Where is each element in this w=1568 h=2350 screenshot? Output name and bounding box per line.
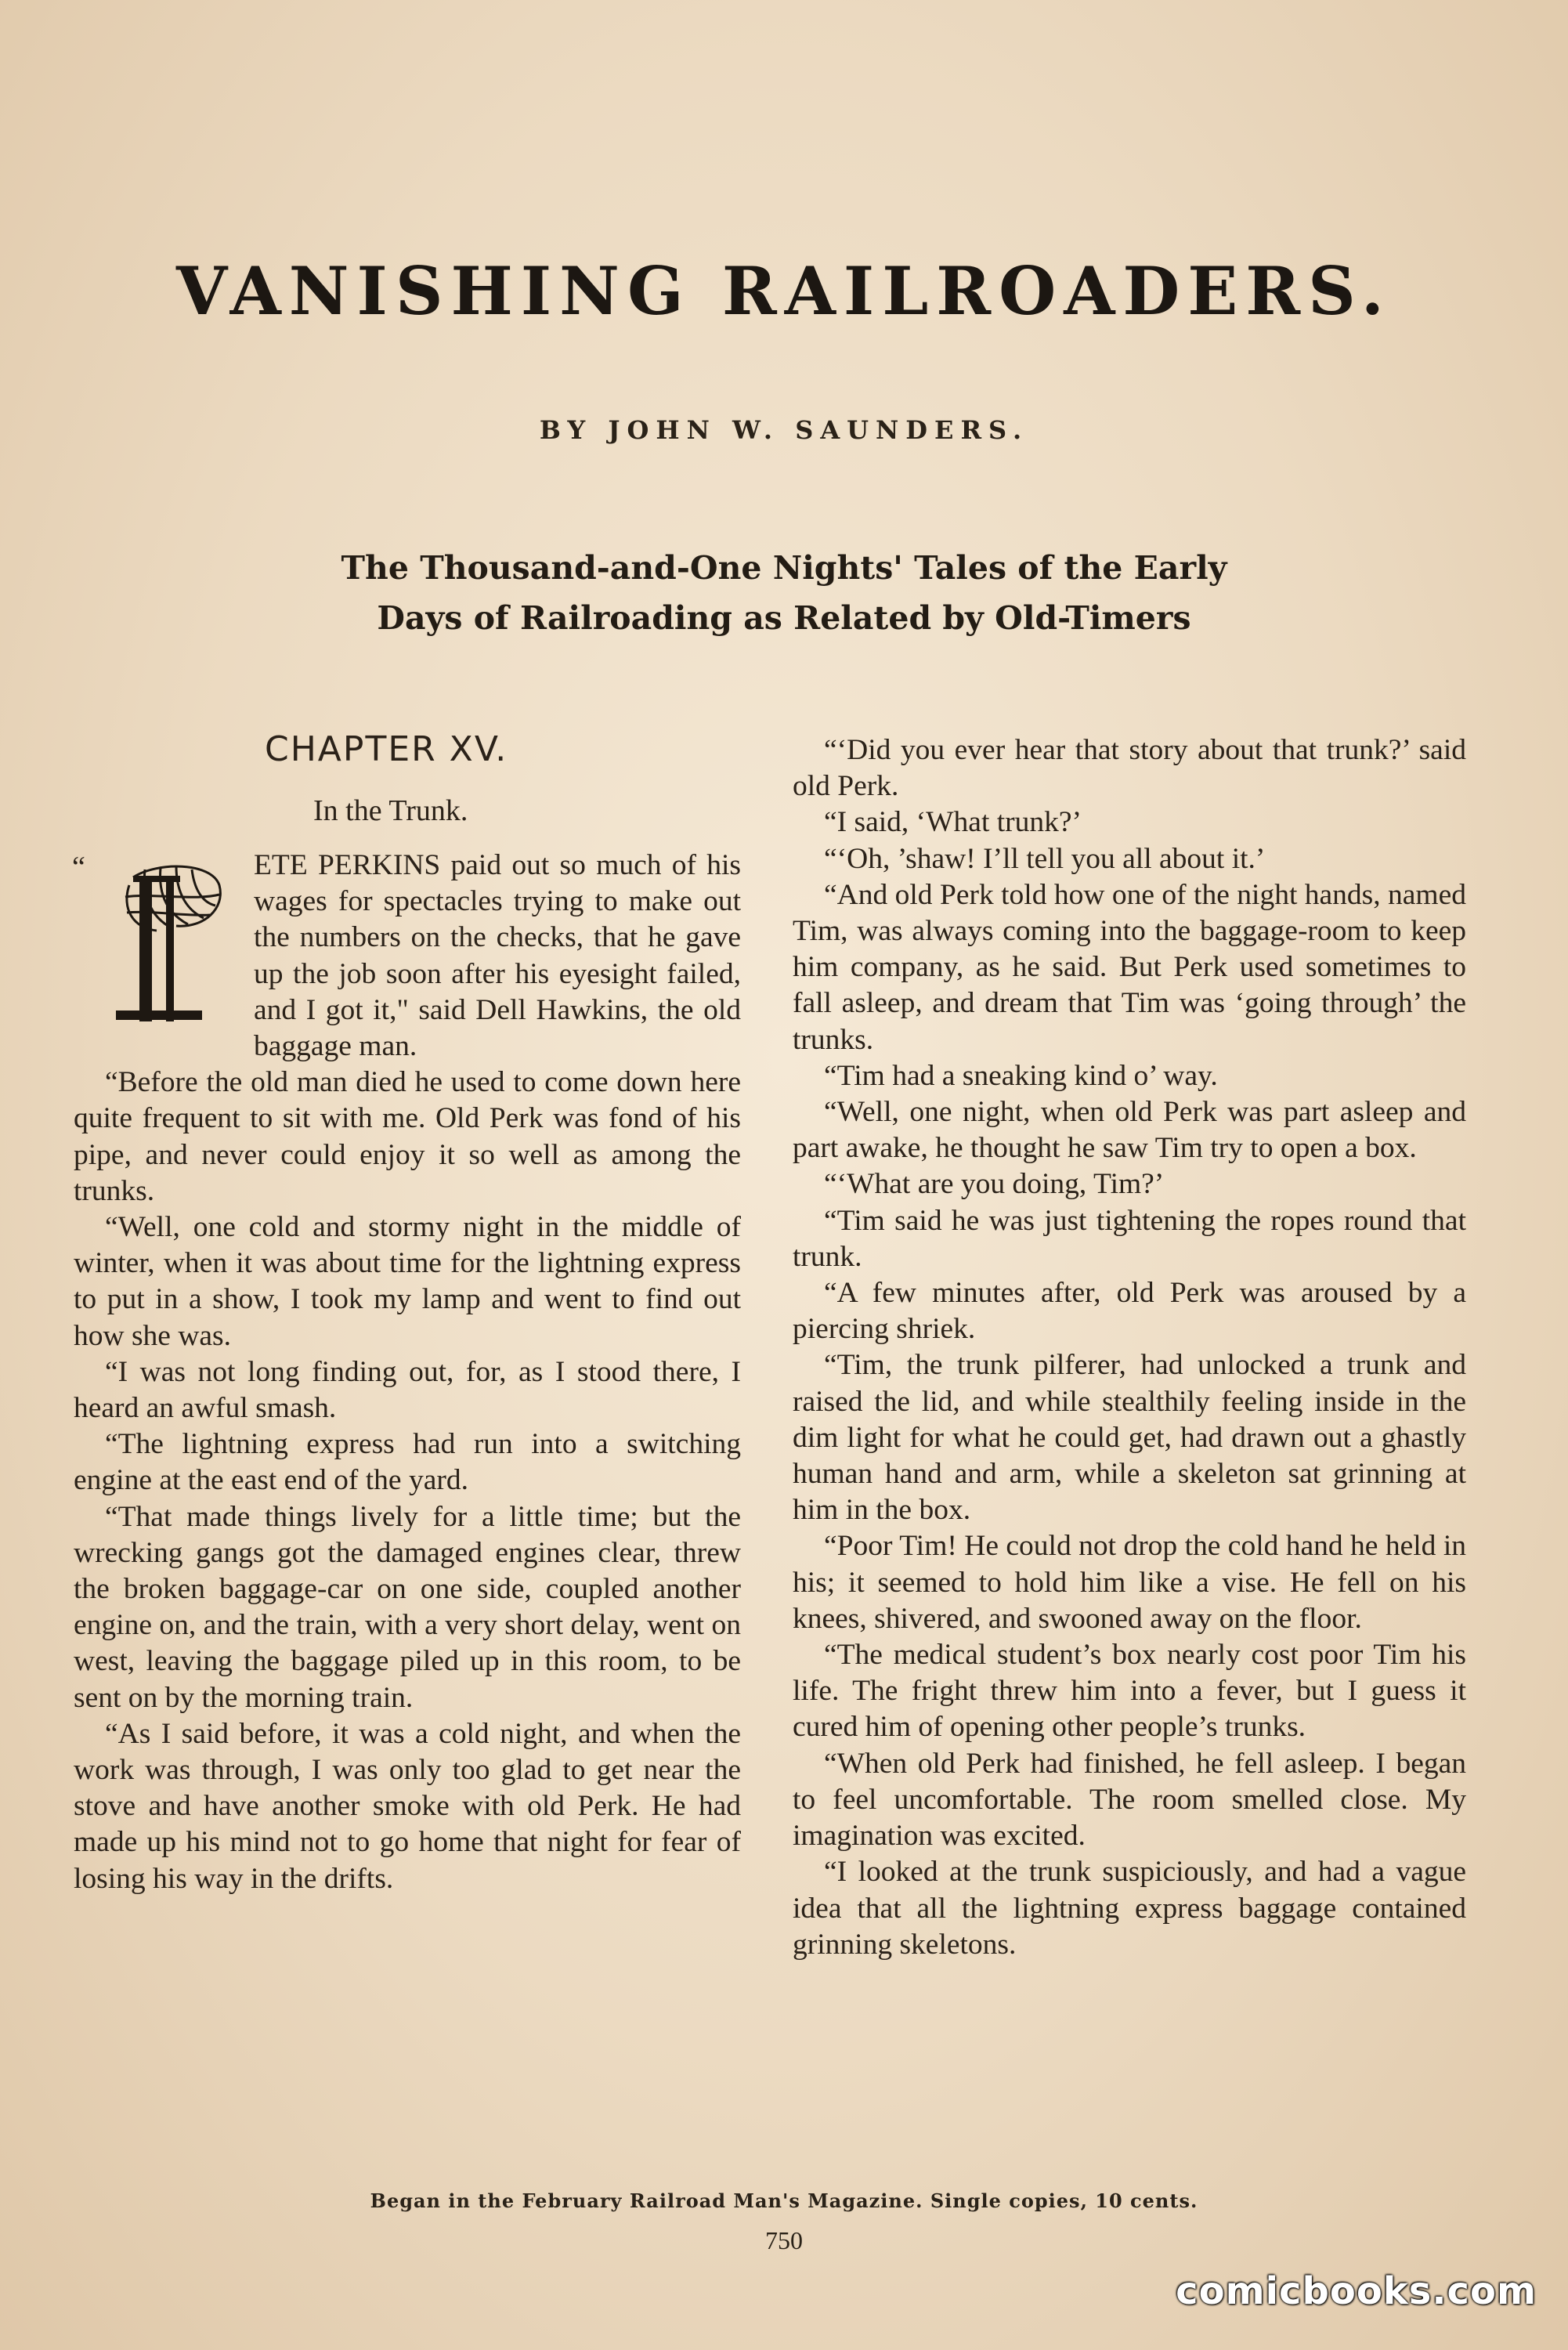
paragraph: “That made things lively for a little time; but the wrecking gangs got the damaged engines clear, threw the broken baggage-car on one side, coupled another engine on, and the train, with a very short delay, went on west, leaving the baggage piled up in this room, to be sent on by the morning train. [74, 1500, 741, 1714]
paragraph: “Well, one night, when old Perk was part asleep and part awake, he thought he saw Tim try to open a box. [793, 1096, 1466, 1165]
paragraph: “‘Oh, ’shaw! I’ll tell you all about it.’ [824, 842, 1266, 875]
subtitle [0, 543, 1568, 643]
paragraph: “Tim, the trunk pilferer, had unlocked a trunk and raised the lid, and while stealthily feeling inside in the dim light for what he could get, had drawn out a ghastly human hand and arm, while a skeleton sat grinning at him in the box. [793, 1349, 1466, 1527]
page-number: 750 [765, 2226, 803, 2254]
chapter-heading: CHAPTER XV. [265, 729, 508, 769]
article-title: VANISHING RAILROADERS. [175, 252, 1393, 330]
paragraph: “When old Perk had finished, he fell asleep. I began to feel uncomfortable. The room smelled close. My imagination was excited. [793, 1747, 1466, 1853]
watermark: comicbooks.com [1176, 2269, 1537, 2313]
paragraph: “Well, one cold and stormy night in the middle of winter, when it was about time for the lightning express to put in a show, I took my lamp and went to find out how she was. [74, 1211, 741, 1352]
byline: BY JOHN W. SAUNDERS. [539, 415, 1029, 445]
drop-cap-quote: “ [72, 851, 85, 884]
subtitle-line-2: Days of Railroading as Related by Old-Timers [377, 599, 1191, 637]
paragraph: “I said, ‘What trunk?’ [824, 806, 1082, 839]
footer-note: Began in the February Railroad Man's Magazine. Single copies, 10 cents. [370, 2189, 1198, 2212]
subtitle-line-1: The Thousand-and-One Nights' Tales of the Early [341, 549, 1227, 587]
paragraph: ETE PERKINS paid out so much of his wages for spectacles trying to make out the numbers on the checks, that he gave up the job soon after his eyesight failed, and I got it," said Dell Hawkins, the old baggage man. [254, 849, 741, 1063]
paragraph: “The lightning express had run into a switching engine at the east end of the yard. [74, 1428, 741, 1497]
drop-cap-icon [102, 854, 233, 1036]
paragraph: “‘What are you doing, Tim?’ [824, 1168, 1165, 1201]
paragraph: “I was not long finding out, for, as I stood there, I heard an awful smash. [74, 1355, 741, 1425]
right-column [793, 732, 1466, 1963]
opening-paragraph-block [74, 848, 741, 1897]
paragraph: “A few minutes after, old Perk was aroused by a piercing shriek. [793, 1277, 1466, 1346]
left-column [74, 719, 741, 1897]
paragraph: “Poor Tim! He could not drop the cold hand he held in his; it seemed to hold him like a vise. He fell on his knees, shivered, and swooned away on the floor. [793, 1530, 1466, 1635]
paragraph: “I looked at the trunk suspiciously, and had a vague idea that all the lightning express baggage contained grinning skeletons. [793, 1856, 1466, 1961]
drop-cap-ornament [72, 851, 233, 1036]
chapter-subhead: In the Trunk. [313, 794, 468, 827]
paragraph: “Before the old man died he used to come down here quite frequent to sit with me. Old Perk was fond of his pipe, and never could enjoy it so well as among the trunks. [74, 1066, 741, 1207]
paragraph: “And old Perk told how one of the night hands, named Tim, was always coming into the baggage-room to keep him company, as he said. But Perk used sometimes to fall asleep, and dream that Tim was ‘going through’ the trunks. [793, 878, 1466, 1056]
paragraph: “Tim said he was just tightening the ropes round that trunk. [793, 1204, 1466, 1273]
paragraph: “‘Did you ever hear that story about that trunk?’ said old Perk. [793, 734, 1466, 803]
paragraph: “The medical student’s box nearly cost poor Tim his life. The fright threw him into a fever, but I guess it cured him of opening other people’s trunks. [793, 1639, 1466, 1744]
paragraph: “As I said before, it was a cold night, and when the work was through, I was only too glad to get near the stove and have another smoke with old Perk. He had made up his mind not to go home that night for fear of losing his way in the drifts. [74, 1717, 741, 1895]
paragraph: “Tim had a sneaking kind o’ way. [824, 1059, 1218, 1092]
